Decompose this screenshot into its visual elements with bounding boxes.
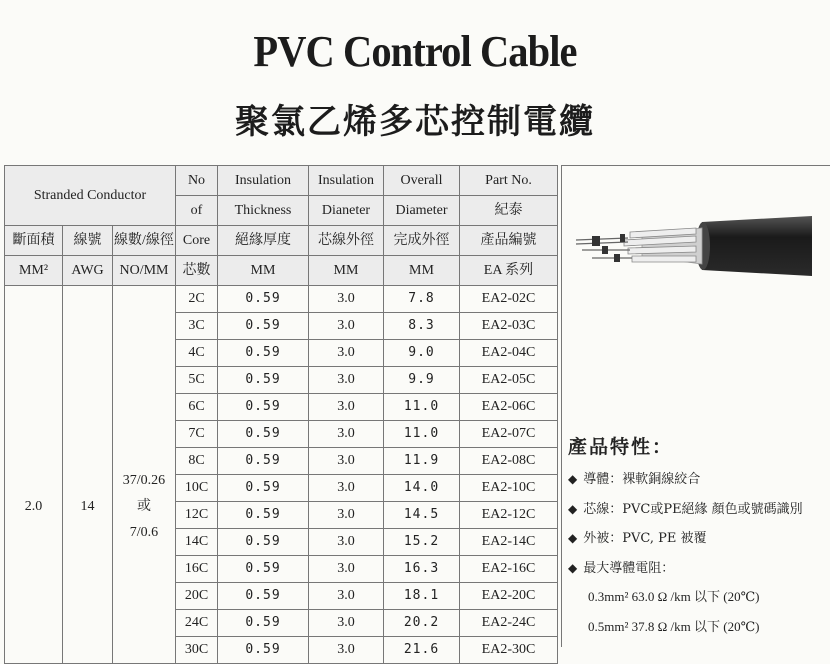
cell-core: 7C [176, 421, 218, 448]
cell-core: 16C [176, 556, 218, 583]
resistance-line: 0.3mm² 63.0 Ω /km 以下 (20℃) [588, 589, 760, 604]
cell-core: 8C [176, 448, 218, 475]
unit-part: EA 系列 [460, 256, 558, 286]
header-core: Core [176, 226, 218, 256]
cell-insulation-thickness: 0.59 [218, 448, 309, 475]
cell-insulation-thickness: 0.59 [218, 637, 309, 664]
cell-overall-diameter: 14.5 [384, 502, 460, 529]
cell-core: 14C [176, 529, 218, 556]
cell-insulation-diameter: 3.0 [309, 502, 384, 529]
spec-table [4, 165, 558, 664]
cell-core: 12C [176, 502, 218, 529]
strand-value: 37/0.26 [122, 473, 166, 488]
cell-part-no: EA2-04C [460, 340, 558, 367]
cell-insulation-diameter: 3.0 [309, 610, 384, 637]
cell-insulation-diameter: 3.0 [309, 448, 384, 475]
cell-overall-diameter: 11.0 [384, 394, 460, 421]
cell-insulation-diameter: 3.0 [309, 313, 384, 340]
cell-overall-diameter: 21.6 [384, 637, 460, 664]
cell-part-no: EA2-10C [460, 475, 558, 502]
cell-overall-diameter: 15.2 [384, 529, 460, 556]
cell-overall-diameter: 7.8 [384, 286, 460, 313]
table-body [5, 286, 558, 664]
cell-overall-diameter: 20.2 [384, 610, 460, 637]
cell-part-no: EA2-03C [460, 313, 558, 340]
cell-part-no: EA2-08C [460, 448, 558, 475]
strand-value: 7/0.6 [129, 525, 159, 540]
cell-part-no: EA2-30C [460, 637, 558, 664]
page-title: PVC Control Cable [253, 27, 577, 76]
product-panel [561, 165, 830, 647]
cell-insulation-thickness: 0.59 [218, 502, 309, 529]
awg-value: 14 [80, 499, 95, 514]
header-stranded-conductor: Stranded Conductor [5, 166, 176, 226]
features-title: 產品特性： [568, 436, 674, 458]
cell-overall-diameter: 9.9 [384, 367, 460, 394]
strand-value: 或 [137, 499, 151, 514]
cell-insulation-diameter: 3.0 [309, 475, 384, 502]
header-part-2: 紀泰 [460, 196, 558, 226]
cell-part-no: EA2-12C [460, 502, 558, 529]
diamond-icon: ◆ [568, 501, 578, 516]
unit-insulation: MM [218, 256, 309, 286]
header-of: of [176, 196, 218, 226]
cell-insulation-thickness: 0.59 [218, 340, 309, 367]
cell-insulation-diameter: 3.0 [309, 394, 384, 421]
cell-part-no: EA2-07C [460, 421, 558, 448]
cell-core: 4C [176, 340, 218, 367]
cell-overall-diameter: 11.9 [384, 448, 460, 475]
feature-text: 最大導體電阻： [583, 560, 675, 576]
cell-overall-diameter: 9.0 [384, 340, 460, 367]
cell-insulation-thickness: 0.59 [218, 583, 309, 610]
unit-core: 芯數 [176, 256, 218, 286]
cell-overall-diameter: 8.3 [384, 313, 460, 340]
header-zh-insulation-dia: 芯線外徑 [309, 226, 384, 256]
feature-text: 導體：裸軟銅線絞合 [583, 472, 701, 487]
cell-core: 30C [176, 637, 218, 664]
cell-part-no: EA2-06C [460, 394, 558, 421]
cell-core: 6C [176, 394, 218, 421]
unit-strand: NO/MM [113, 256, 176, 286]
cell-overall-diameter: 11.0 [384, 421, 460, 448]
cell-insulation-diameter: 3.0 [309, 340, 384, 367]
diamond-icon: ◆ [568, 560, 578, 575]
cell-insulation-diameter: 3.0 [309, 556, 384, 583]
unit-area: MM² [5, 256, 63, 286]
header-part-1: Part No. [460, 166, 558, 196]
cell-core: 24C [176, 610, 218, 637]
cell-insulation-thickness: 0.59 [218, 286, 309, 313]
cell-part-no: EA2-02C [460, 286, 558, 313]
cell-core: 20C [176, 583, 218, 610]
area-value: 2.0 [24, 499, 43, 514]
cable-image [572, 214, 817, 284]
cell-overall-diameter: 16.3 [384, 556, 460, 583]
diamond-icon: ◆ [568, 531, 578, 545]
table-row [5, 286, 558, 313]
header-zh-insulation: 絕緣厚度 [218, 226, 309, 256]
header-insulation-dia-1: Insulation [309, 166, 384, 196]
resistance-line: 0.5mm² 37.8 Ω /km 以下 (20℃) [588, 619, 760, 634]
feature-item [568, 527, 707, 546]
cell-part-no: EA2-20C [460, 583, 558, 610]
cell-core: 3C [176, 313, 218, 340]
header-zh-part: 產品編號 [460, 226, 558, 256]
cell-insulation-thickness: 0.59 [218, 475, 309, 502]
cell-insulation-diameter: 3.0 [309, 637, 384, 664]
cell-insulation-thickness: 0.59 [218, 313, 309, 340]
cell-insulation-thickness: 0.59 [218, 556, 309, 583]
feature-text: 芯線：PVC或PE絕緣 顏色或號碼識別 [583, 501, 803, 517]
unit-awg: AWG [63, 256, 113, 286]
cell-overall-diameter: 18.1 [384, 583, 460, 610]
feature-text: 外被：PVC, PE 被覆 [583, 531, 707, 546]
unit-overall: MM [384, 256, 460, 286]
header-zh-strand: 線數/線徑 [113, 226, 176, 256]
cell-insulation-thickness: 0.59 [218, 610, 309, 637]
cell-part-no: EA2-24C [460, 610, 558, 637]
cell-insulation-diameter: 3.0 [309, 421, 384, 448]
cell-insulation-diameter: 3.0 [309, 367, 384, 394]
cell-insulation-thickness: 0.59 [218, 394, 309, 421]
header-insulation-2: Thickness [218, 196, 309, 226]
feature-item [568, 498, 803, 517]
unit-insulation-dia: MM [309, 256, 384, 286]
header-zh-overall: 完成外徑 [384, 226, 460, 256]
cell-part-no: EA2-14C [460, 529, 558, 556]
cell-insulation-diameter: 3.0 [309, 529, 384, 556]
page-subtitle: 聚氯乙烯多芯控制電纜 [235, 102, 595, 142]
cell-core: 2C [176, 286, 218, 313]
cell-strand [113, 286, 176, 664]
cell-core: 5C [176, 367, 218, 394]
diamond-icon: ◆ [568, 472, 578, 486]
cell-insulation-thickness: 0.59 [218, 529, 309, 556]
cell-area [5, 286, 63, 664]
header-overall-2: Diameter [384, 196, 460, 226]
header-insulation-dia-2: Dianeter [309, 196, 384, 226]
header-overall-1: Overall [384, 166, 460, 196]
header-zh-area: 斷面積 [5, 226, 63, 256]
cell-insulation-thickness: 0.59 [218, 421, 309, 448]
header-no: No [176, 166, 218, 196]
cell-insulation-diameter: 3.0 [309, 583, 384, 610]
feature-item [568, 468, 700, 487]
header-zh-awg: 線號 [63, 226, 113, 256]
cell-core: 10C [176, 475, 218, 502]
cell-awg [63, 286, 113, 664]
feature-item [568, 557, 674, 576]
cell-part-no: EA2-05C [460, 367, 558, 394]
cell-part-no: EA2-16C [460, 556, 558, 583]
cell-insulation-thickness: 0.59 [218, 367, 309, 394]
header-insulation-1: Insulation [218, 166, 309, 196]
cell-insulation-diameter: 3.0 [309, 286, 384, 313]
cell-overall-diameter: 14.0 [384, 475, 460, 502]
